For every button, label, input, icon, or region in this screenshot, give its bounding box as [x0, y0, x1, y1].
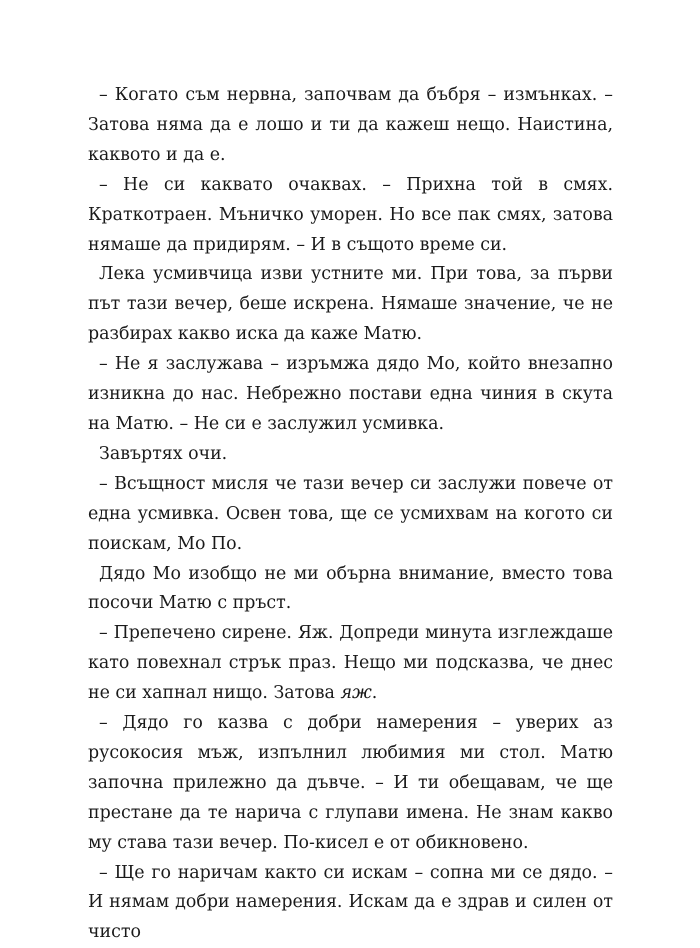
paragraph-4 [88, 350, 613, 440]
paragraph-2 [88, 171, 613, 261]
paragraph-text: – Когато съм нервна, започвам да бъбря – измънках. – Затова няма да е лошо и ти да кажеш нещо. Наистина, каквото и да е. [88, 85, 613, 165]
paragraph-text: Дядо Мо изобщо не ми обърна внимание, вместо това посочи Матю с пръст. [88, 563, 613, 614]
text-body [88, 81, 613, 948]
paragraph-text: – Не я заслужава – изръмжа дядо Мо, който внезапно изникна до нас. Небрежно постави една чиния в скута на Матю. – Не си е заслужил усмивка. [88, 354, 613, 434]
paragraph-7 [88, 560, 613, 620]
paragraph-text: – Не си каквато очаквах. – Прихна той в смях. Краткотраен. Мъничко уморен. Но все пак смях, затова нямаше да придирям. – И в същото време си. [88, 174, 613, 255]
paragraph-6 [88, 470, 613, 560]
paragraph-text: – Ще го наричам както си искам – сопна ми се дядо. – И нямам добри намерения. Искам да е здрав и силен от чисто [88, 862, 613, 943]
paragraph-text: – Препечено сирене. Яж. Допреди минута изглеждаше като повехнал стрък праз. Нещо ми подсказва, че днес не си хапнал нищо. Затова [88, 623, 613, 704]
paragraph-9 [88, 709, 613, 859]
paragraph-5 [88, 440, 613, 470]
paragraph-text: – Всъщност мисля че тази вечер си заслужи повече от една усмивка. Освен това, ще се усмихвам на когото си поискам, Мо По. [88, 473, 613, 554]
paragraph-8 [88, 619, 613, 709]
italic-word: яж [340, 683, 372, 704]
paragraph-text: Завъртях очи. [99, 443, 228, 464]
paragraph-1 [88, 81, 613, 171]
paragraph-text-end: . [371, 683, 378, 704]
paragraph-10 [88, 859, 613, 948]
paragraph-3 [88, 260, 613, 350]
paragraph-text: – Дядо го казва с добри намерения – уверих аз русокосия мъж, изпълнил любимия ми стол. Матю започна прилежно да дъвче. – И ти обещавам, че ще престане да те нарича с глупави имена. Не знам какво му става тази вечер. По-кисел е от обикновено. [88, 713, 613, 853]
paragraph-text: Лека усмивчица изви устните ми. При това, за първи път тази вечер, беше искрена. Нямаше значение, че не разбирах какво иска да каже Матю. [88, 264, 613, 345]
